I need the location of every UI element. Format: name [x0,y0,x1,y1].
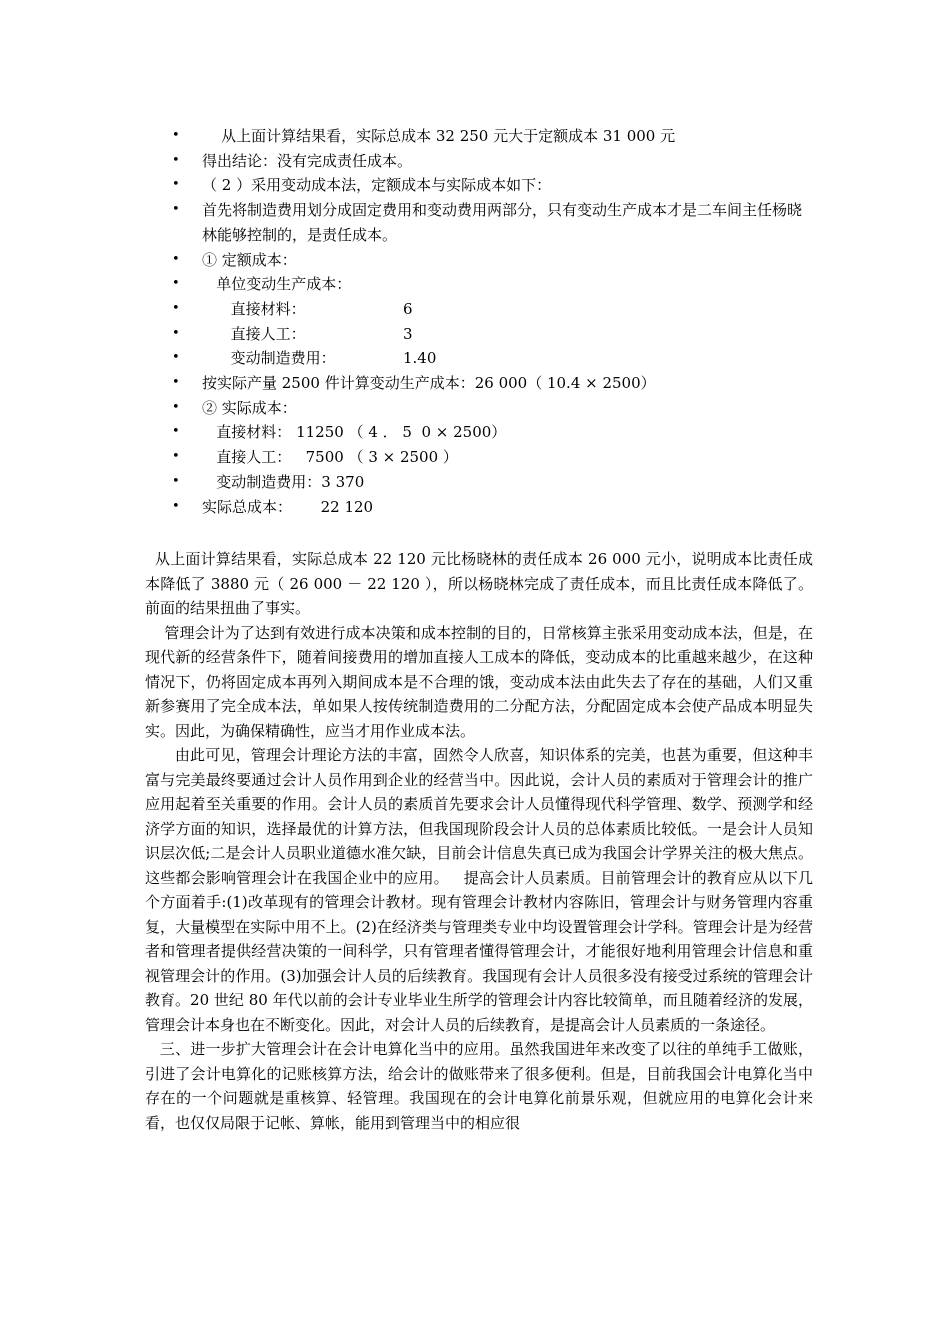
paragraph: 三、进一步扩大管理会计在会计电算化当中的应用。虽然我国进年来改变了以往的单纯手工做账，引进了会计电算化的记账核算方法，给会计的做账带来了很多便利。但是，目前我国会计电算化当中存在的一个问题就是重核算、轻管理。我国现在的会计电算化前景乐观，但就应用的电算化会计来看，也仅仅局限于记帐、算帐，能用到管理当中的相应很 [145,1040,813,1132]
paragraph: 管理会计为了达到有效进行成本决策和成本控制的目的，日常核算主张采用变动成本法，但是，在现代新的经营条件下，随着间接费用的增加直接人工成本的降低，变动成本的比重越来越少，在这种情况下，仍将固定成本再列入期间成本是不合理的饿，变动成本法由此失去了存在的基础，人们又重新参赛用了完全成本法，单如果人按传统制造费用的二分配方法，分配固定成本会使产品成本明显失实。因此，为确保精确性，应当才用作业成本法。 [145,623,813,740]
list-item [172,198,822,247]
list-item [172,272,822,297]
bullet-icon: • [172,251,180,267]
list-item-text: （ 2 ）采用变动成本法，定额成本与实际成本如下： [202,176,552,195]
bullet-icon: • [172,325,180,341]
list-item-text: 按实际产量 2500 件计算变动生产成本：26 000（ 10.4 × 2500） [202,374,656,393]
bullet-icon: • [172,424,180,440]
list-item-text: 从上面计算结果看，实际总成本 32 250 元大于定额成本 31 000 元 [202,127,676,145]
list-item [172,470,822,495]
paragraph: 由此可见，管理会计理论方法的丰富，固然令人欣喜，知识体系的完美，也甚为重要，但这种丰富与完美最终要通过会计人员作用到企业的经营当中。因此说，会计人员的素质对于管理会计的推广应用起着至关重要的作用。会计人员的素质首先要求会计人员懂得现代科学管理、数学、预测学和经济学方面的知识，选择最优的计算方法，但我国现阶段会计人员的总体素质比较低。一是会计人员知识层次低;二是会计人员职业道德水准欠缺，目前会计信息失真已成为我国会计学界关注的极大焦点。这些都会影响管理会计在我国企业中的应用。 提高会计人员素质。目前管理会计的教育应从以下几个方面着手:(1)改革现有的管理会计教材。现有管理会计教材内容陈旧，管理会计与财务管理内容重复，大量模型在实际中用不上。(2)在经济类与管理类专业中均设置管理会计学科。管理会计是为经营者和管理者提供经营决策的一间科学，只有管理者懂得管理会计，才能很好地利用管理会计信息和重视管理会计的作用。(3)加强会计人员的后续教育。我国现有会计人员很多没有接受过系统的管理会计教育。20 世纪 80 年代以前的会计专业毕业生所学的管理会计内容比较简单，而且随着经济的发展，管理会计本身也在不断变化。因此，对会计人员的后续教育，是提高会计人员素质的一条途径。 [145,746,813,1034]
list-item [172,371,822,396]
list-item [172,124,822,149]
list-item-value: 3 [403,324,413,343]
list-item [172,495,822,520]
list-item-text: 单位变动生产成本： [202,275,352,294]
list-item [172,297,822,322]
bullet-icon: • [172,128,180,143]
bullet-icon: • [172,152,180,168]
list-item [172,149,822,174]
list-item-text: 实际总成本： 22 120 [202,497,374,516]
bullet-icon: • [172,473,180,489]
bullet-icon: • [172,498,180,514]
bullet-icon: • [172,177,180,193]
bullet-icon: • [172,350,180,366]
list-item-text: 得出结论：没有完成责任成本。 [202,151,413,170]
list-item [172,346,822,371]
body-text [145,547,813,1135]
bullet-icon: • [172,375,180,391]
list-item-text: 直接人工： [202,324,306,343]
bullet-icon: • [172,300,180,316]
list-item [172,396,822,421]
bullet-icon: • [172,276,180,292]
list-item-text: 变动制造费用：3 370 [202,472,365,491]
bullet-icon: • [172,399,180,415]
list-item [172,173,822,198]
list-item-text: ② 实际成本： [202,398,297,417]
bullet-icon: • [172,449,180,465]
list-item [172,445,822,470]
bullet-icon: • [172,202,180,218]
list-item-text: 直接材料： [202,299,306,318]
list-item-text: 直接人工： 7500 （ 3 × 2500 ） [202,448,458,467]
list-item-text: 直接材料： 11250 （ 4 ． 5 0 × 2500） [202,423,507,442]
list-item [172,248,822,273]
list-item-value: 1.40 [403,349,437,368]
list-item-text: ① 定额成本： [202,250,297,269]
list-item-text: 变动制造费用： [202,349,336,368]
bullet-list [172,124,822,519]
list-item-text: 首先将制造费用划分成固定费用和变动费用两部分，只有变动生产成本才是二车间主任杨晓林能够控制的，是责任成本。 [202,201,803,244]
list-item-value: 6 [403,299,413,318]
paragraph: 从上面计算结果看，实际总成本 22 120 元比杨晓林的责任成本 26 000 元小，说明成本比责任成本降低了 3880 元（ 26 000 － 22 120 ），所以杨晓林完成了责任成本，而且比责任成本降低了。前面的结果扭曲了事实。 [145,550,813,617]
list-item [172,420,822,445]
list-item [172,322,822,347]
